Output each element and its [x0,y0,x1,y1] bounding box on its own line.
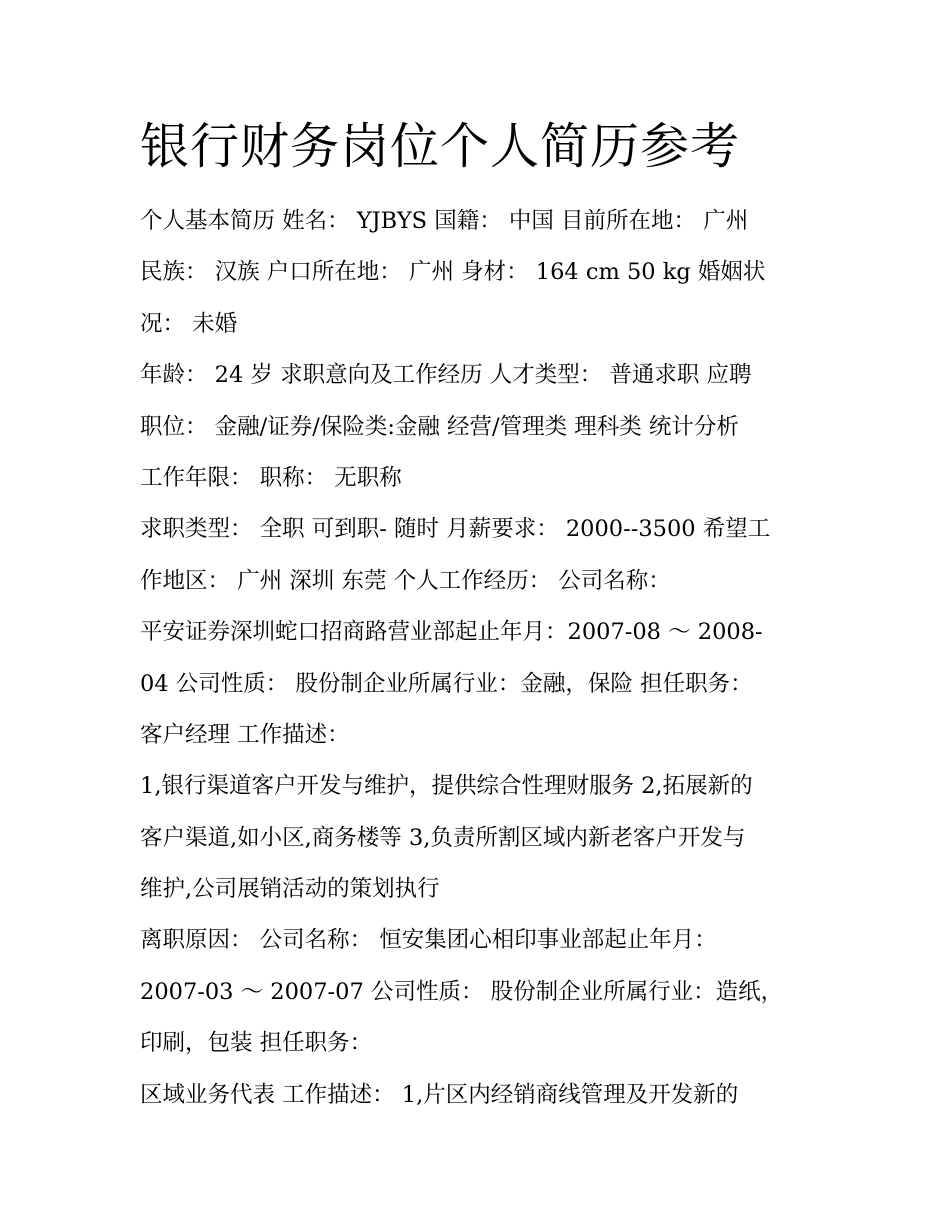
text-line: 离职原因： 公司名称： 恒安集团心相印事业部起止年月： [140,927,717,954]
text-line: 04 公司性质： 股份制企业所属行业：金融，保险 担任职务： [140,670,753,697]
text-line: 2007-03 ～ 2007-07 公司性质： 股份制企业所属行业：造纸， [140,978,784,1005]
text-line: 年龄： 24 岁 求职意向及工作经历 人才类型： 普通求职 应聘 [140,362,752,389]
text-line: 平安证券深圳蛇口招商路营业部起止年月：2007-08 ～ 2008- [140,619,763,646]
text-line: 求职类型： 全职 可到职- 随时 月薪要求： 2000--3500 希望工 [140,516,771,543]
text-line: 况： 未婚 [140,310,238,337]
text-line: 个人基本简历 姓名： YJBYS 国籍： 中国 目前所在地： 广州 [140,208,749,234]
text-line: 客户经理 工作描述： [140,721,350,748]
text-line: 印刷，包装 担任职务： [140,1030,373,1057]
resume-body [140,196,820,1121]
text-line: 职位： 金融/证券/保险类:金融 经营/管理类 理科类 统计分析 [140,413,739,440]
text-line: 民族： 汉族 户口所在地： 广州 身材： 164 cm 50 kg 婚姻状 [140,259,766,286]
text-line: 维护,公司展销活动的策划执行 [140,876,440,903]
text-line: 工作年限： 职称： 无职称 [140,464,402,491]
text-line: 1,银行渠道客户开发与维护，提供综合性理财服务 2,拓展新的 [140,773,753,800]
text-line: 区域业务代表 工作描述： 1,片区内经销商线管理及开发新的 [140,1081,739,1108]
text-line: 作地区： 广州 深圳 东莞 个人工作经历： 公司名称： [140,567,671,594]
text-line: 客户渠道,如小区,商务楼等 3,负责所割区域内新老客户开发与 [140,824,746,851]
document-title: 银行财务岗位个人简历参考 [140,118,741,175]
